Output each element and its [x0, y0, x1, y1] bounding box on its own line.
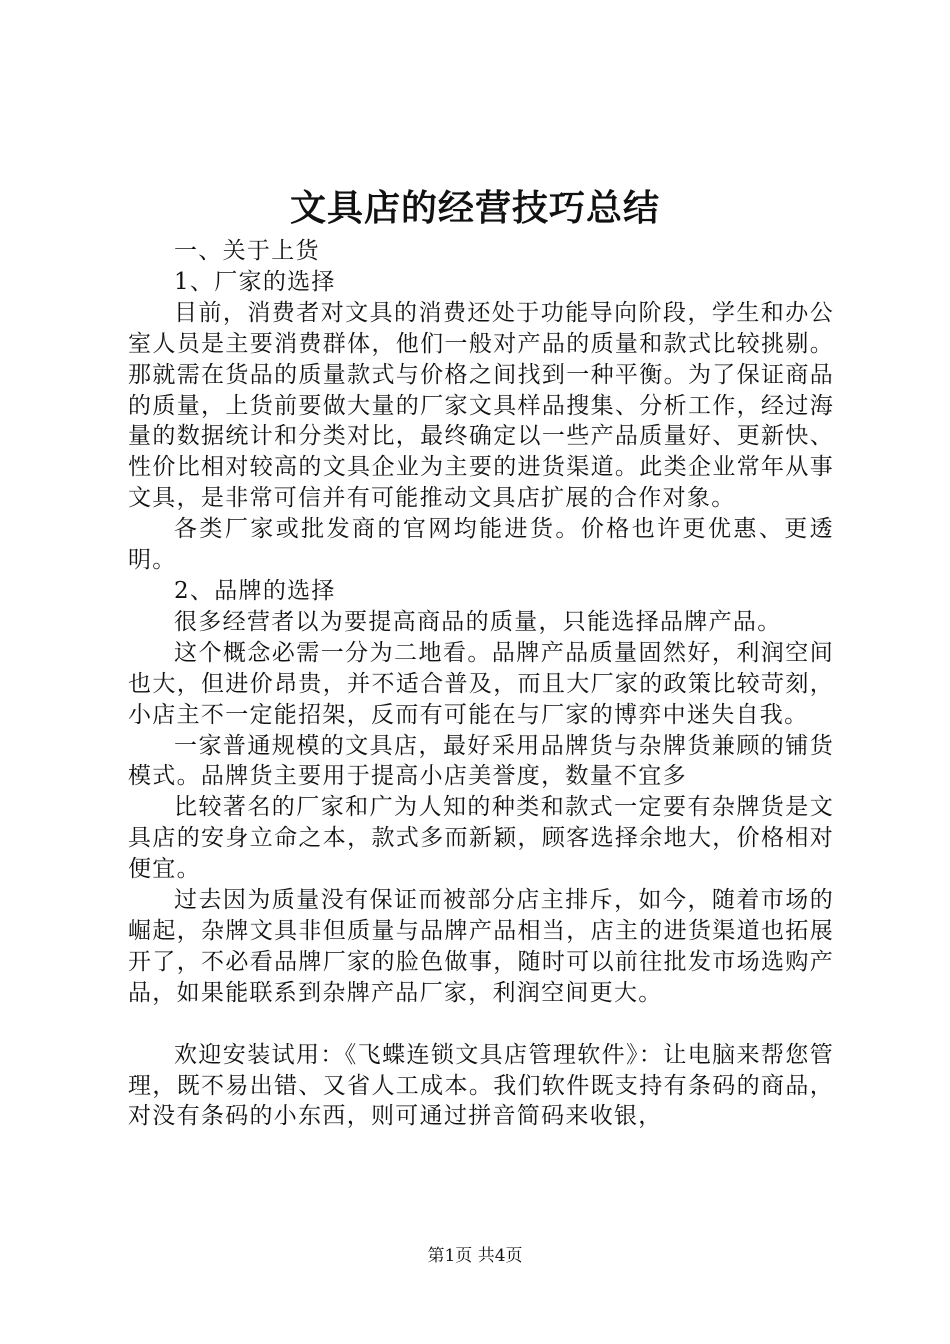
paragraph: 过去因为质量没有保证而被部分店主排斥，如今，随着市场的崛起，杂牌文具非但质量与品牌产品相当，店主的进货渠道也拓展开了，不必看品牌厂家的脸色做事，随时可以前往批发市场选购产品，如果能联系到杂牌产品厂家，利润空间更大。	[128, 887, 834, 1006]
paragraph: 很多经营者以为要提高商品的质量，只能选择品牌产品。	[174, 608, 782, 635]
page-number: 第1页 共4页	[427, 1246, 523, 1266]
paragraph: 目前，消费者对文具的消费还处于功能导向阶段，学生和办公室人员是主要消费群体，他们一般对产品的质量和款式比较挑剔。那就需在货品的质量款式与价格之间找到一种平衡。为了保证商品的质量，上货前要做大量的厂家文具样品搜集、分析工作，经过海量的数据统计和分类对比，最终确定以一些产品质量好、更新快、性价比相对较高的文具企业为主要的进货渠道。此类企业常年从事文具，是非常可信并有可能推动文具店扩展的合作对象。	[128, 299, 834, 512]
promo-paragraph: 欢迎安装试用：《飞蝶连锁文具店管理软件》：让电脑来帮您管理，既不易出错、又省人工成本。我们软件既支持有条码的商品，对没有条码的小东西，则可通过拼音简码来收银，	[128, 1041, 834, 1130]
paragraph: 比较著名的厂家和广为人知的种类和款式一定要有杂牌货是文具店的安身立命之本，款式多而新颖，顾客选择余地大，价格相对便宜。	[128, 794, 834, 883]
heading-vendor-selection: 1、厂家的选择	[174, 268, 336, 295]
paragraph: 一家普通规模的文具店，最好采用品牌货与杂牌货兼顾的铺货模式。品牌货主要用于提高小店美誉度，数量不宜多	[128, 732, 834, 790]
heading-section-1: 一、关于上货	[174, 238, 320, 264]
heading-brand-selection: 2、品牌的选择	[174, 577, 336, 604]
paragraph: 这个概念必需一分为二地看。品牌产品质量固然好，利润空间也大，但进价昂贵，并不适合普及，而且大厂家的政策比较苛刻，小店主不一定能招架，反而有可能在与厂家的博弈中迷失自我。	[128, 639, 834, 728]
document-title: 文具店的经营技巧总结	[289, 187, 660, 229]
document-body	[128, 236, 834, 1132]
paragraph: 各类厂家或批发商的官网均能进货。价格也许更优惠、更透明。	[128, 516, 834, 574]
